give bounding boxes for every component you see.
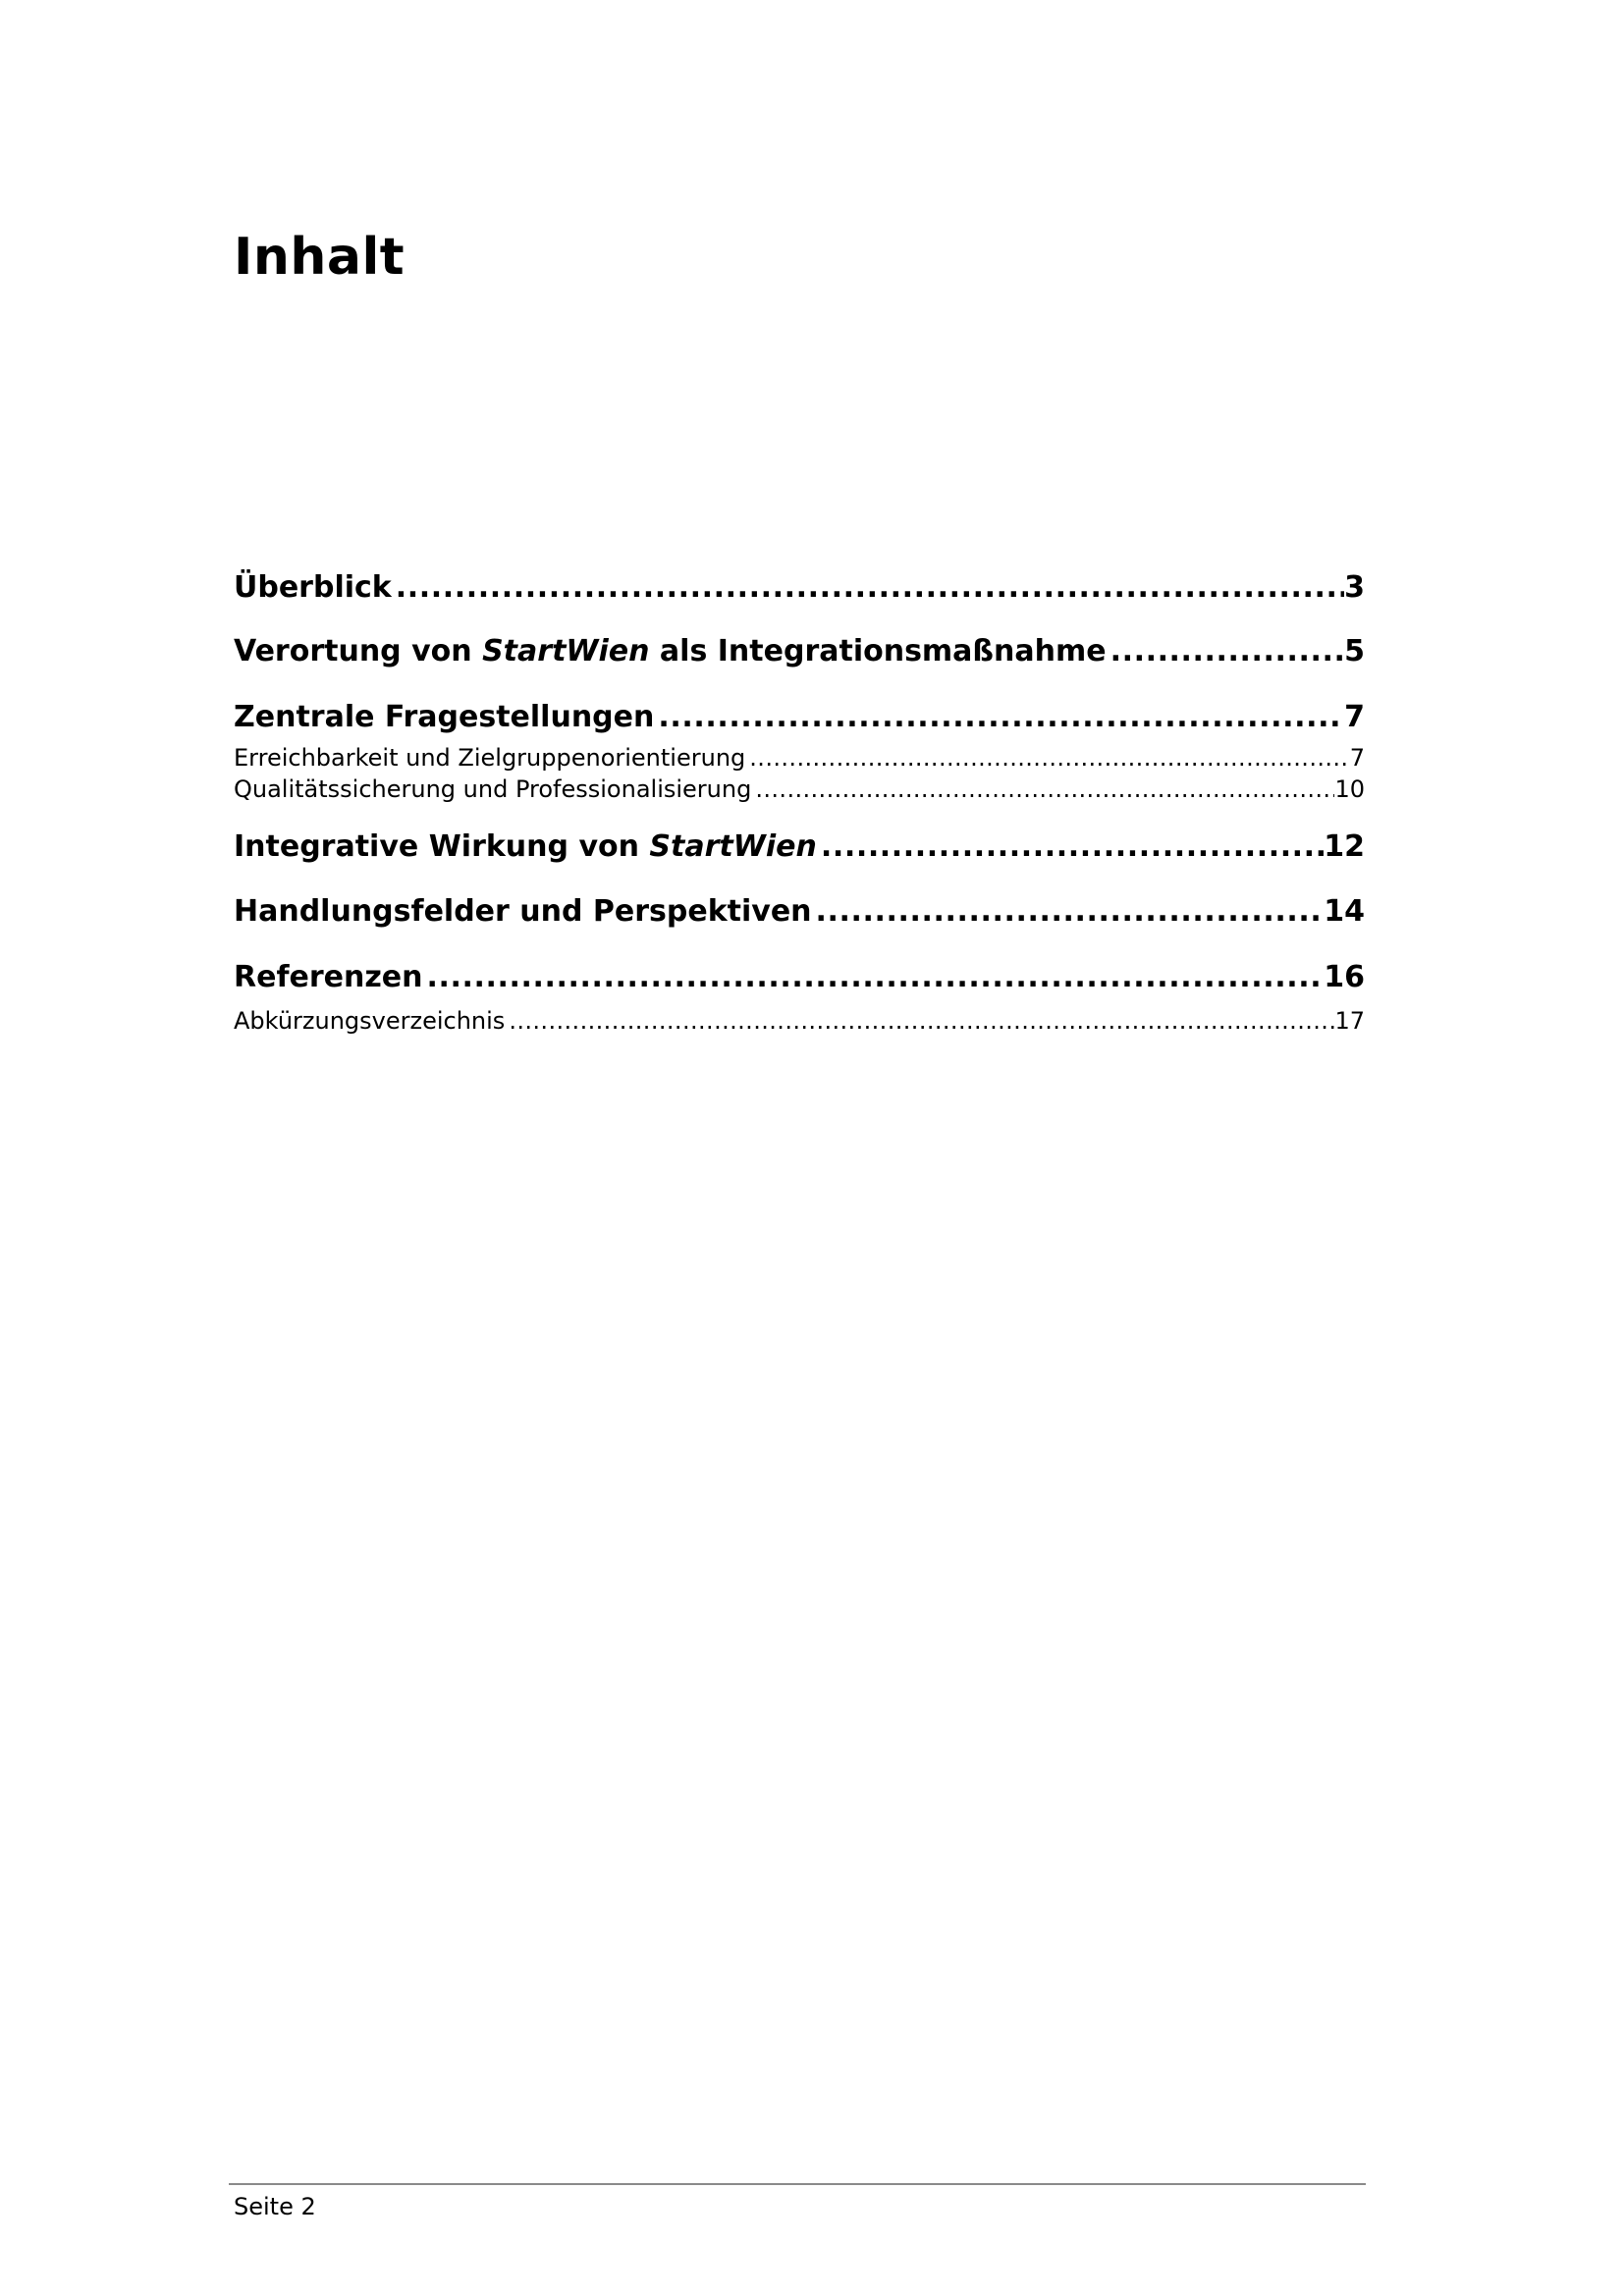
toc-page-number: 14 [1324, 894, 1365, 929]
dot-leader [1107, 633, 1345, 670]
footer-divider [229, 2183, 1366, 2185]
toc-entry-label: Zentrale Fragestellungen [234, 700, 655, 734]
toc-entry-verortung[interactable] [234, 633, 1365, 670]
toc-entry-qualitaetssicherung[interactable] [234, 774, 1365, 805]
toc-page-number: 5 [1344, 634, 1365, 668]
toc-entry-label: Erreichbarkeit und Zielgruppenorientierung [234, 744, 746, 772]
toc-page-number: 7 [1349, 744, 1365, 772]
dot-leader [423, 959, 1325, 996]
toc-entry-label: Referenzen [234, 960, 423, 994]
toc-page-number: 12 [1324, 829, 1365, 864]
toc-entry-label: Verortung von StartWien als Integrationsmaßnahme [234, 634, 1107, 668]
toc-entry-handlungsfelder[interactable] [234, 893, 1365, 931]
dot-leader [392, 569, 1344, 607]
dot-leader [745, 742, 1349, 774]
page-title: Inhalt [234, 228, 406, 287]
toc-entry-label: Integrative Wirkung von StartWien [234, 829, 817, 864]
dot-leader [812, 893, 1325, 931]
toc-page-number: 16 [1324, 960, 1365, 994]
dot-leader [751, 774, 1334, 805]
toc-entry-label: Abkürzungsverzeichnis [234, 1007, 506, 1035]
toc-page-number: 17 [1334, 1007, 1365, 1035]
dot-leader [505, 1005, 1334, 1037]
page-footer: Seite 2 [234, 2193, 316, 2220]
toc-entry-zentrale-fragestellungen[interactable] [234, 699, 1365, 736]
dot-leader [654, 699, 1344, 736]
toc-entry-integrative-wirkung[interactable] [234, 828, 1365, 866]
toc-entry-ueberblick[interactable] [234, 569, 1365, 607]
dot-leader [817, 828, 1324, 866]
toc-page-number: 3 [1344, 570, 1365, 605]
toc-entry-label: Überblick [234, 570, 392, 605]
toc-entry-referenzen[interactable] [234, 959, 1365, 996]
toc-page-number: 7 [1344, 700, 1365, 734]
toc-entry-label: Qualitätssicherung und Professionalisierung [234, 775, 752, 803]
toc-entry-abkuerzungsverzeichnis[interactable] [234, 1005, 1365, 1037]
toc-page-number: 10 [1334, 775, 1365, 803]
table-of-contents [234, 569, 1365, 1037]
toc-entry-label: Handlungsfelder und Perspektiven [234, 894, 812, 929]
toc-entry-erreichbarkeit[interactable] [234, 742, 1365, 774]
